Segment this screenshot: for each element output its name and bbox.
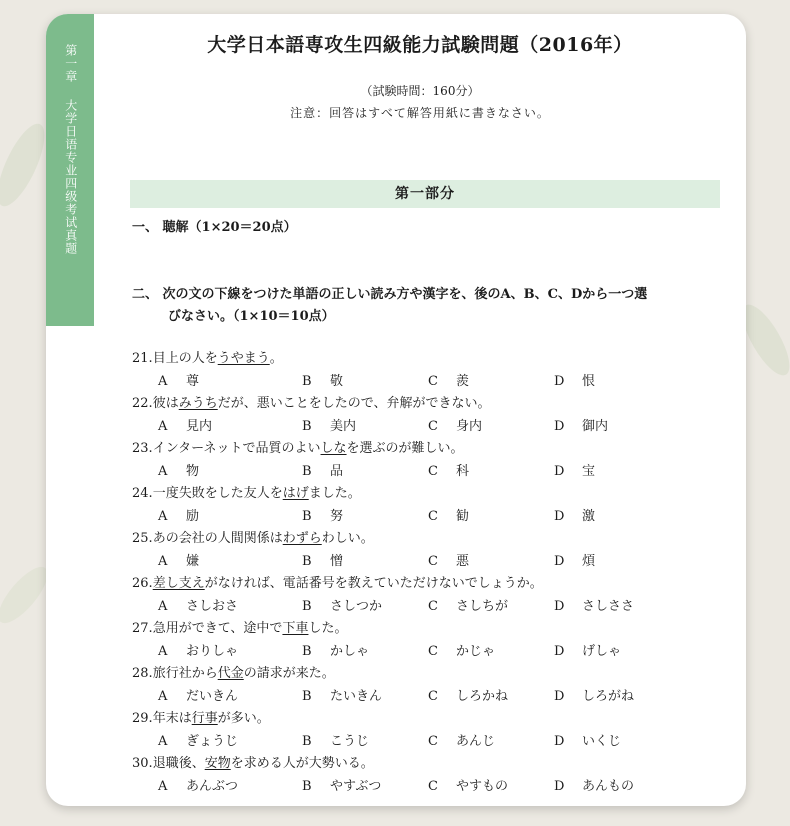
option-letter: C bbox=[428, 599, 438, 614]
option-text: おりしゃ bbox=[186, 644, 239, 659]
question-number: 22. bbox=[132, 396, 153, 411]
option-text: しろかね bbox=[456, 689, 509, 704]
option-text: 身内 bbox=[456, 419, 483, 434]
answer-option[interactable] bbox=[302, 370, 343, 393]
option-letter: A bbox=[158, 779, 168, 794]
question-suffix: がなければ、電話番号を教えていただけないでしょうか。 bbox=[204, 576, 543, 591]
answer-option[interactable] bbox=[428, 730, 495, 753]
question-prefix: インターネットで品質のよい bbox=[152, 441, 321, 456]
answer-option[interactable] bbox=[554, 370, 595, 393]
option-letter: A bbox=[158, 464, 168, 479]
question-prefix: 退職後、 bbox=[152, 756, 205, 771]
question-prefix: あの会社の人間関係は bbox=[152, 531, 283, 546]
answer-option[interactable] bbox=[158, 370, 199, 393]
option-text: 宝 bbox=[582, 464, 596, 479]
option-letter: B bbox=[302, 554, 312, 569]
option-text: しろがね bbox=[582, 689, 635, 704]
option-letter: D bbox=[554, 509, 565, 524]
option-text: 敬 bbox=[330, 374, 344, 389]
answer-option[interactable] bbox=[158, 595, 238, 618]
chapter-label: 第一章 bbox=[63, 44, 78, 83]
answer-option[interactable] bbox=[428, 415, 482, 438]
answer-options bbox=[132, 685, 732, 708]
option-text: 御内 bbox=[582, 419, 609, 434]
answer-option[interactable] bbox=[554, 415, 608, 438]
option-letter: C bbox=[428, 554, 438, 569]
answer-options bbox=[132, 730, 732, 753]
answer-option[interactable] bbox=[428, 775, 508, 798]
option-text: げしゃ bbox=[582, 644, 622, 659]
option-letter: B bbox=[302, 689, 312, 704]
question-list bbox=[132, 348, 732, 798]
underlined-word: しな bbox=[320, 441, 347, 456]
answer-option[interactable] bbox=[554, 550, 595, 573]
question-text bbox=[132, 393, 732, 415]
answer-option[interactable] bbox=[158, 415, 212, 438]
option-text: 激 bbox=[582, 509, 596, 524]
answer-option[interactable] bbox=[428, 460, 469, 483]
question-number: 30. bbox=[132, 756, 153, 771]
option-letter: D bbox=[554, 779, 565, 794]
option-text: さしおさ bbox=[186, 599, 239, 614]
option-text: 煩 bbox=[582, 554, 596, 569]
question-number: 23. bbox=[132, 441, 153, 456]
underlined-word: 下車 bbox=[282, 621, 309, 636]
option-letter: B bbox=[302, 464, 312, 479]
question-number: 27. bbox=[132, 621, 153, 636]
answer-option[interactable] bbox=[302, 685, 382, 708]
underlined-word: はげ bbox=[282, 486, 309, 501]
section-instruction-line-1: 二、 次の文の下線をつけた単語の正しい読み方や漢字を、後のA、B、C、Dから一つ選 bbox=[132, 287, 648, 302]
option-text: 勧 bbox=[456, 509, 470, 524]
option-text: たいきん bbox=[330, 689, 383, 704]
option-letter: D bbox=[554, 419, 565, 434]
option-text: あんもの bbox=[582, 779, 635, 794]
question-number: 26. bbox=[132, 576, 153, 591]
answer-option[interactable] bbox=[428, 595, 508, 618]
question-item bbox=[132, 348, 732, 393]
option-text: いくじ bbox=[582, 734, 622, 749]
question-number: 24. bbox=[132, 486, 153, 501]
answer-option[interactable] bbox=[554, 505, 595, 528]
option-letter: A bbox=[158, 599, 168, 614]
answer-option[interactable] bbox=[554, 730, 621, 753]
question-item bbox=[132, 573, 732, 618]
answer-options bbox=[132, 370, 732, 393]
answer-option[interactable] bbox=[554, 775, 634, 798]
answer-option[interactable] bbox=[428, 640, 495, 663]
question-number: 28. bbox=[132, 666, 153, 681]
option-letter: D bbox=[554, 464, 565, 479]
section-listening-heading: 一、 聴解（1×20＝20点） bbox=[132, 220, 297, 235]
section-reading-heading bbox=[132, 284, 728, 328]
option-letter: C bbox=[428, 374, 438, 389]
underlined-word: 安物 bbox=[204, 756, 231, 771]
answer-option[interactable] bbox=[554, 685, 634, 708]
question-suffix: を求める人が大勢いる。 bbox=[230, 756, 374, 771]
question-suffix: が多い。 bbox=[217, 711, 270, 726]
option-letter: B bbox=[302, 509, 312, 524]
option-text: 努 bbox=[330, 509, 344, 524]
question-number: 21. bbox=[132, 351, 153, 366]
option-letter: B bbox=[302, 734, 312, 749]
question-text bbox=[132, 663, 732, 685]
chapter-side-tab[interactable] bbox=[46, 14, 94, 326]
option-text: さしつか bbox=[330, 599, 383, 614]
underlined-word: 代金 bbox=[217, 666, 244, 681]
question-item bbox=[132, 483, 732, 528]
option-text: 励 bbox=[186, 509, 200, 524]
question-prefix: 一度失敗をした友人を bbox=[152, 486, 283, 501]
part-title-bar: 第一部分 bbox=[130, 180, 720, 208]
answer-option[interactable] bbox=[158, 505, 199, 528]
answer-option[interactable] bbox=[302, 730, 369, 753]
answer-option[interactable] bbox=[302, 415, 356, 438]
answer-option[interactable] bbox=[302, 550, 343, 573]
answer-option[interactable] bbox=[428, 370, 469, 393]
section-instruction-line-2: びなさい。（1×10＝10点） bbox=[168, 309, 335, 324]
page-title: 大学日本語専攻生四級能力試験問題（2016年） bbox=[207, 34, 633, 56]
question-item bbox=[132, 438, 732, 483]
option-text: こうじ bbox=[330, 734, 370, 749]
exam-page-card bbox=[46, 14, 746, 806]
option-letter: C bbox=[428, 779, 438, 794]
option-text: 憎 bbox=[330, 554, 344, 569]
option-letter: D bbox=[554, 554, 565, 569]
option-letter: A bbox=[158, 554, 168, 569]
question-text bbox=[132, 573, 732, 595]
option-text: 見内 bbox=[186, 419, 213, 434]
question-suffix: 。 bbox=[269, 351, 283, 366]
answer-option[interactable] bbox=[158, 775, 238, 798]
option-letter: A bbox=[158, 689, 168, 704]
answer-option[interactable] bbox=[428, 505, 469, 528]
question-suffix: した。 bbox=[308, 621, 348, 636]
question-text bbox=[132, 753, 732, 775]
question-prefix: 急用ができて、途中で bbox=[152, 621, 283, 636]
question-text bbox=[132, 438, 732, 460]
question-item bbox=[132, 663, 732, 708]
question-text bbox=[132, 348, 732, 370]
question-text bbox=[132, 708, 732, 730]
question-item bbox=[132, 618, 732, 663]
option-text: かじゃ bbox=[456, 644, 496, 659]
option-letter: B bbox=[302, 374, 312, 389]
answer-option[interactable] bbox=[158, 460, 199, 483]
option-letter: C bbox=[428, 689, 438, 704]
answer-option[interactable] bbox=[428, 550, 469, 573]
option-text: 科 bbox=[456, 464, 470, 479]
option-text: 物 bbox=[186, 464, 200, 479]
option-letter: A bbox=[158, 374, 168, 389]
exam-notice: 注意：回答はすべて解答用紙に書きなさい。 bbox=[290, 106, 550, 120]
question-number: 29. bbox=[132, 711, 153, 726]
question-suffix: わしい。 bbox=[321, 531, 374, 546]
option-letter: D bbox=[554, 599, 565, 614]
option-text: あんじ bbox=[456, 734, 496, 749]
answer-option[interactable] bbox=[302, 595, 382, 618]
underlined-word: 差し支え bbox=[152, 576, 205, 591]
answer-option[interactable] bbox=[158, 640, 238, 663]
option-letter: C bbox=[428, 464, 438, 479]
option-letter: C bbox=[428, 419, 438, 434]
option-letter: D bbox=[554, 689, 565, 704]
option-letter: B bbox=[302, 644, 312, 659]
option-text: ぎょうじ bbox=[186, 734, 239, 749]
question-item bbox=[132, 528, 732, 573]
question-suffix: を選ぶのが難しい。 bbox=[346, 441, 464, 456]
answer-option[interactable] bbox=[302, 460, 343, 483]
option-letter: D bbox=[554, 644, 565, 659]
option-letter: D bbox=[554, 374, 565, 389]
answer-option[interactable] bbox=[302, 640, 369, 663]
option-letter: C bbox=[428, 644, 438, 659]
option-text: 恨 bbox=[582, 374, 596, 389]
option-text: さしちが bbox=[456, 599, 509, 614]
option-text: あんぶつ bbox=[186, 779, 239, 794]
exam-time: （試験時間：160分） bbox=[360, 84, 480, 98]
option-text: やすもの bbox=[456, 779, 509, 794]
underlined-word: わずら bbox=[282, 531, 322, 546]
answer-options bbox=[132, 460, 732, 483]
answer-options bbox=[132, 595, 732, 618]
answer-options bbox=[132, 550, 732, 573]
option-text: 品 bbox=[330, 464, 344, 479]
option-letter: B bbox=[302, 419, 312, 434]
option-text: かしゃ bbox=[330, 644, 370, 659]
question-item bbox=[132, 393, 732, 438]
question-text bbox=[132, 618, 732, 640]
underlined-word: みうち bbox=[178, 396, 218, 411]
question-prefix: 目上の人を bbox=[152, 351, 218, 366]
answer-option[interactable] bbox=[302, 505, 343, 528]
answer-option[interactable] bbox=[554, 595, 634, 618]
option-text: さしささ bbox=[582, 599, 635, 614]
question-text bbox=[132, 528, 732, 550]
option-text: やすぶつ bbox=[330, 779, 382, 794]
answer-options bbox=[132, 775, 732, 798]
question-prefix: 彼は bbox=[152, 396, 179, 411]
answer-option[interactable] bbox=[158, 730, 238, 753]
underlined-word: 行事 bbox=[191, 711, 218, 726]
answer-option[interactable] bbox=[302, 775, 381, 798]
question-prefix: 旅行社から bbox=[152, 666, 218, 681]
answer-option[interactable] bbox=[158, 550, 199, 573]
option-text: だいきん bbox=[186, 689, 239, 704]
option-text: 羨 bbox=[456, 374, 470, 389]
question-suffix: ました。 bbox=[308, 486, 361, 501]
option-letter: A bbox=[158, 509, 168, 524]
answer-option[interactable] bbox=[158, 685, 238, 708]
answer-option[interactable] bbox=[554, 640, 621, 663]
option-letter: B bbox=[302, 599, 312, 614]
chapter-subtitle: 大学日语专业四级考试真题 bbox=[63, 99, 78, 255]
question-prefix: 年末は bbox=[152, 711, 192, 726]
question-item bbox=[132, 753, 732, 798]
option-letter: A bbox=[158, 419, 168, 434]
answer-options bbox=[132, 415, 732, 438]
option-letter: A bbox=[158, 734, 168, 749]
option-letter: A bbox=[158, 644, 168, 659]
answer-options bbox=[132, 505, 732, 528]
question-suffix: の請求が来た。 bbox=[243, 666, 335, 681]
option-letter: C bbox=[428, 734, 438, 749]
option-text: 美内 bbox=[330, 419, 357, 434]
answer-options bbox=[132, 640, 732, 663]
question-suffix: だが、悪いことをしたので、弁解ができない。 bbox=[217, 396, 491, 411]
option-text: 悪 bbox=[456, 554, 470, 569]
underlined-word: うやまう bbox=[217, 351, 270, 366]
option-letter: B bbox=[302, 779, 312, 794]
option-text: 嫌 bbox=[186, 554, 200, 569]
question-item bbox=[132, 708, 732, 753]
option-letter: D bbox=[554, 734, 565, 749]
option-letter: C bbox=[428, 509, 438, 524]
question-number: 25. bbox=[132, 531, 153, 546]
option-text: 尊 bbox=[186, 374, 200, 389]
answer-option[interactable] bbox=[428, 685, 508, 708]
question-text bbox=[132, 483, 732, 505]
answer-option[interactable] bbox=[554, 460, 595, 483]
